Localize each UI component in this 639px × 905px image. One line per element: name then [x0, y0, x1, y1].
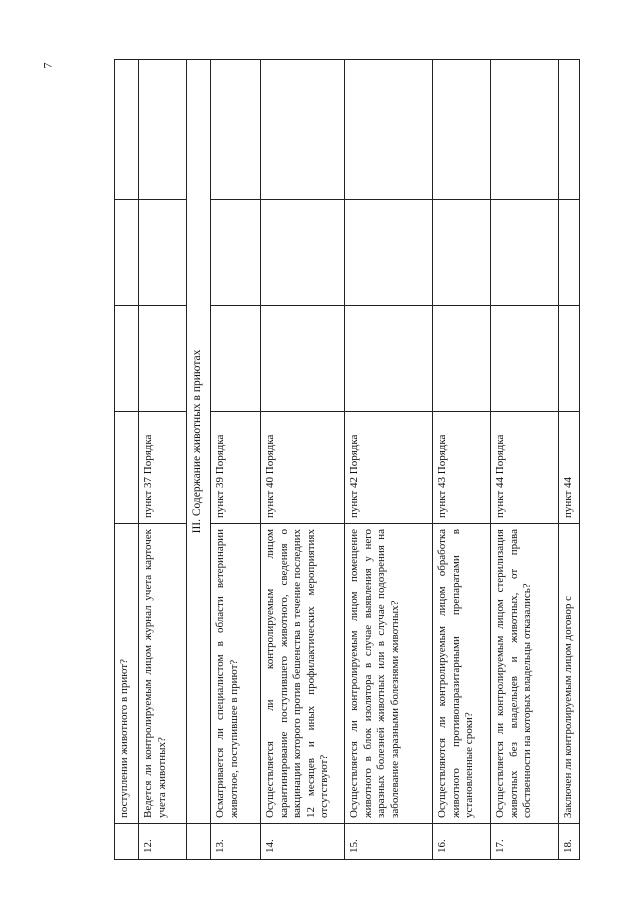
table-cell: [345, 200, 433, 306]
table-row: [261, 60, 345, 860]
table-cell: [115, 60, 139, 200]
question-cell: Ведется ли контролируемым лицом журнал учета карточек учета животных?: [139, 524, 187, 824]
table-row: [139, 60, 187, 860]
table-cell: [211, 60, 261, 200]
table-cell: [187, 824, 211, 860]
table-row: [433, 60, 491, 860]
question-cell: Осматривается ли специалистом в области ветеринарии животное, поступившее в приют?: [211, 524, 261, 824]
table-cell: [115, 306, 139, 412]
table-cell: [491, 306, 559, 412]
table-cell: [139, 306, 187, 412]
page-number: 7: [40, 62, 55, 69]
row-number: 18.: [559, 824, 580, 860]
reference-cell: пункт 40 Порядка: [261, 412, 345, 524]
table-cell: [559, 60, 580, 200]
table-cell: [261, 306, 345, 412]
rotated-table-container: [114, 60, 579, 860]
table-row: [115, 60, 139, 860]
section-title: III. Содержание животных в приютах: [187, 60, 211, 824]
reference-cell: пункт 43 Порядка: [433, 412, 491, 524]
reference-cell: пункт 42 Порядка: [345, 412, 433, 524]
reference-cell: пункт 44 Порядка: [491, 412, 559, 524]
table-cell: [433, 306, 491, 412]
reference-cell: пункт 39 Порядка: [211, 412, 261, 524]
row-number: 12.: [139, 824, 187, 860]
table-cell: [491, 60, 559, 200]
table-cell: [211, 306, 261, 412]
reference-cell: пункт 44: [559, 412, 580, 524]
row-number: 17.: [491, 824, 559, 860]
table-cell: [139, 60, 187, 200]
table-cell: [345, 306, 433, 412]
table-cell: [115, 200, 139, 306]
section-row: [187, 60, 211, 860]
table-cell: [433, 200, 491, 306]
question-cell: Осуществляется ли контролируемым лицом карантинирование поступившего животного, сведения о вакцинации которого против бешенства в течение последних 12 месяцев и иных профилактических мероприятиях отсутствуют?: [261, 524, 345, 824]
table-cell: [491, 200, 559, 306]
question-cell: Заключен ли контролируемым лицом договор с: [559, 524, 580, 824]
table-cell: [115, 824, 139, 860]
row-number: 14.: [261, 824, 345, 860]
reference-cell: пункт 37 Порядка: [139, 412, 187, 524]
table-cell: [433, 60, 491, 200]
table-cell: [211, 200, 261, 306]
row-number: 13.: [211, 824, 261, 860]
table-cell: [345, 60, 433, 200]
table-cell: [139, 200, 187, 306]
table-row: [491, 60, 559, 860]
table-cell: [559, 306, 580, 412]
question-cell: поступлении животного в приют?: [115, 524, 139, 824]
table-row: [211, 60, 261, 860]
table-row: [559, 60, 580, 860]
question-cell: Осуществляются ли контролируемым лицом обработка животного противопаразитарными препаратами в установленные сроки?: [433, 524, 491, 824]
table-cell: [115, 412, 139, 524]
row-number: 15.: [345, 824, 433, 860]
checklist-table: [114, 59, 580, 860]
table-cell: [261, 60, 345, 200]
table-cell: [559, 200, 580, 306]
question-cell: Осуществляется ли контролируемым лицом стерилизация животных без владельцев и животных, от права собственности на которых владельцы отказались?: [491, 524, 559, 824]
question-cell: Осуществляется ли контролируемым лицом помещение животного в блок изолятора в случае выявления у него заразных болезней животных или в случае подозрения на заболевание заразными болезнями животных?: [345, 524, 433, 824]
table-cell: [261, 200, 345, 306]
table-row: [345, 60, 433, 860]
row-number: 16.: [433, 824, 491, 860]
